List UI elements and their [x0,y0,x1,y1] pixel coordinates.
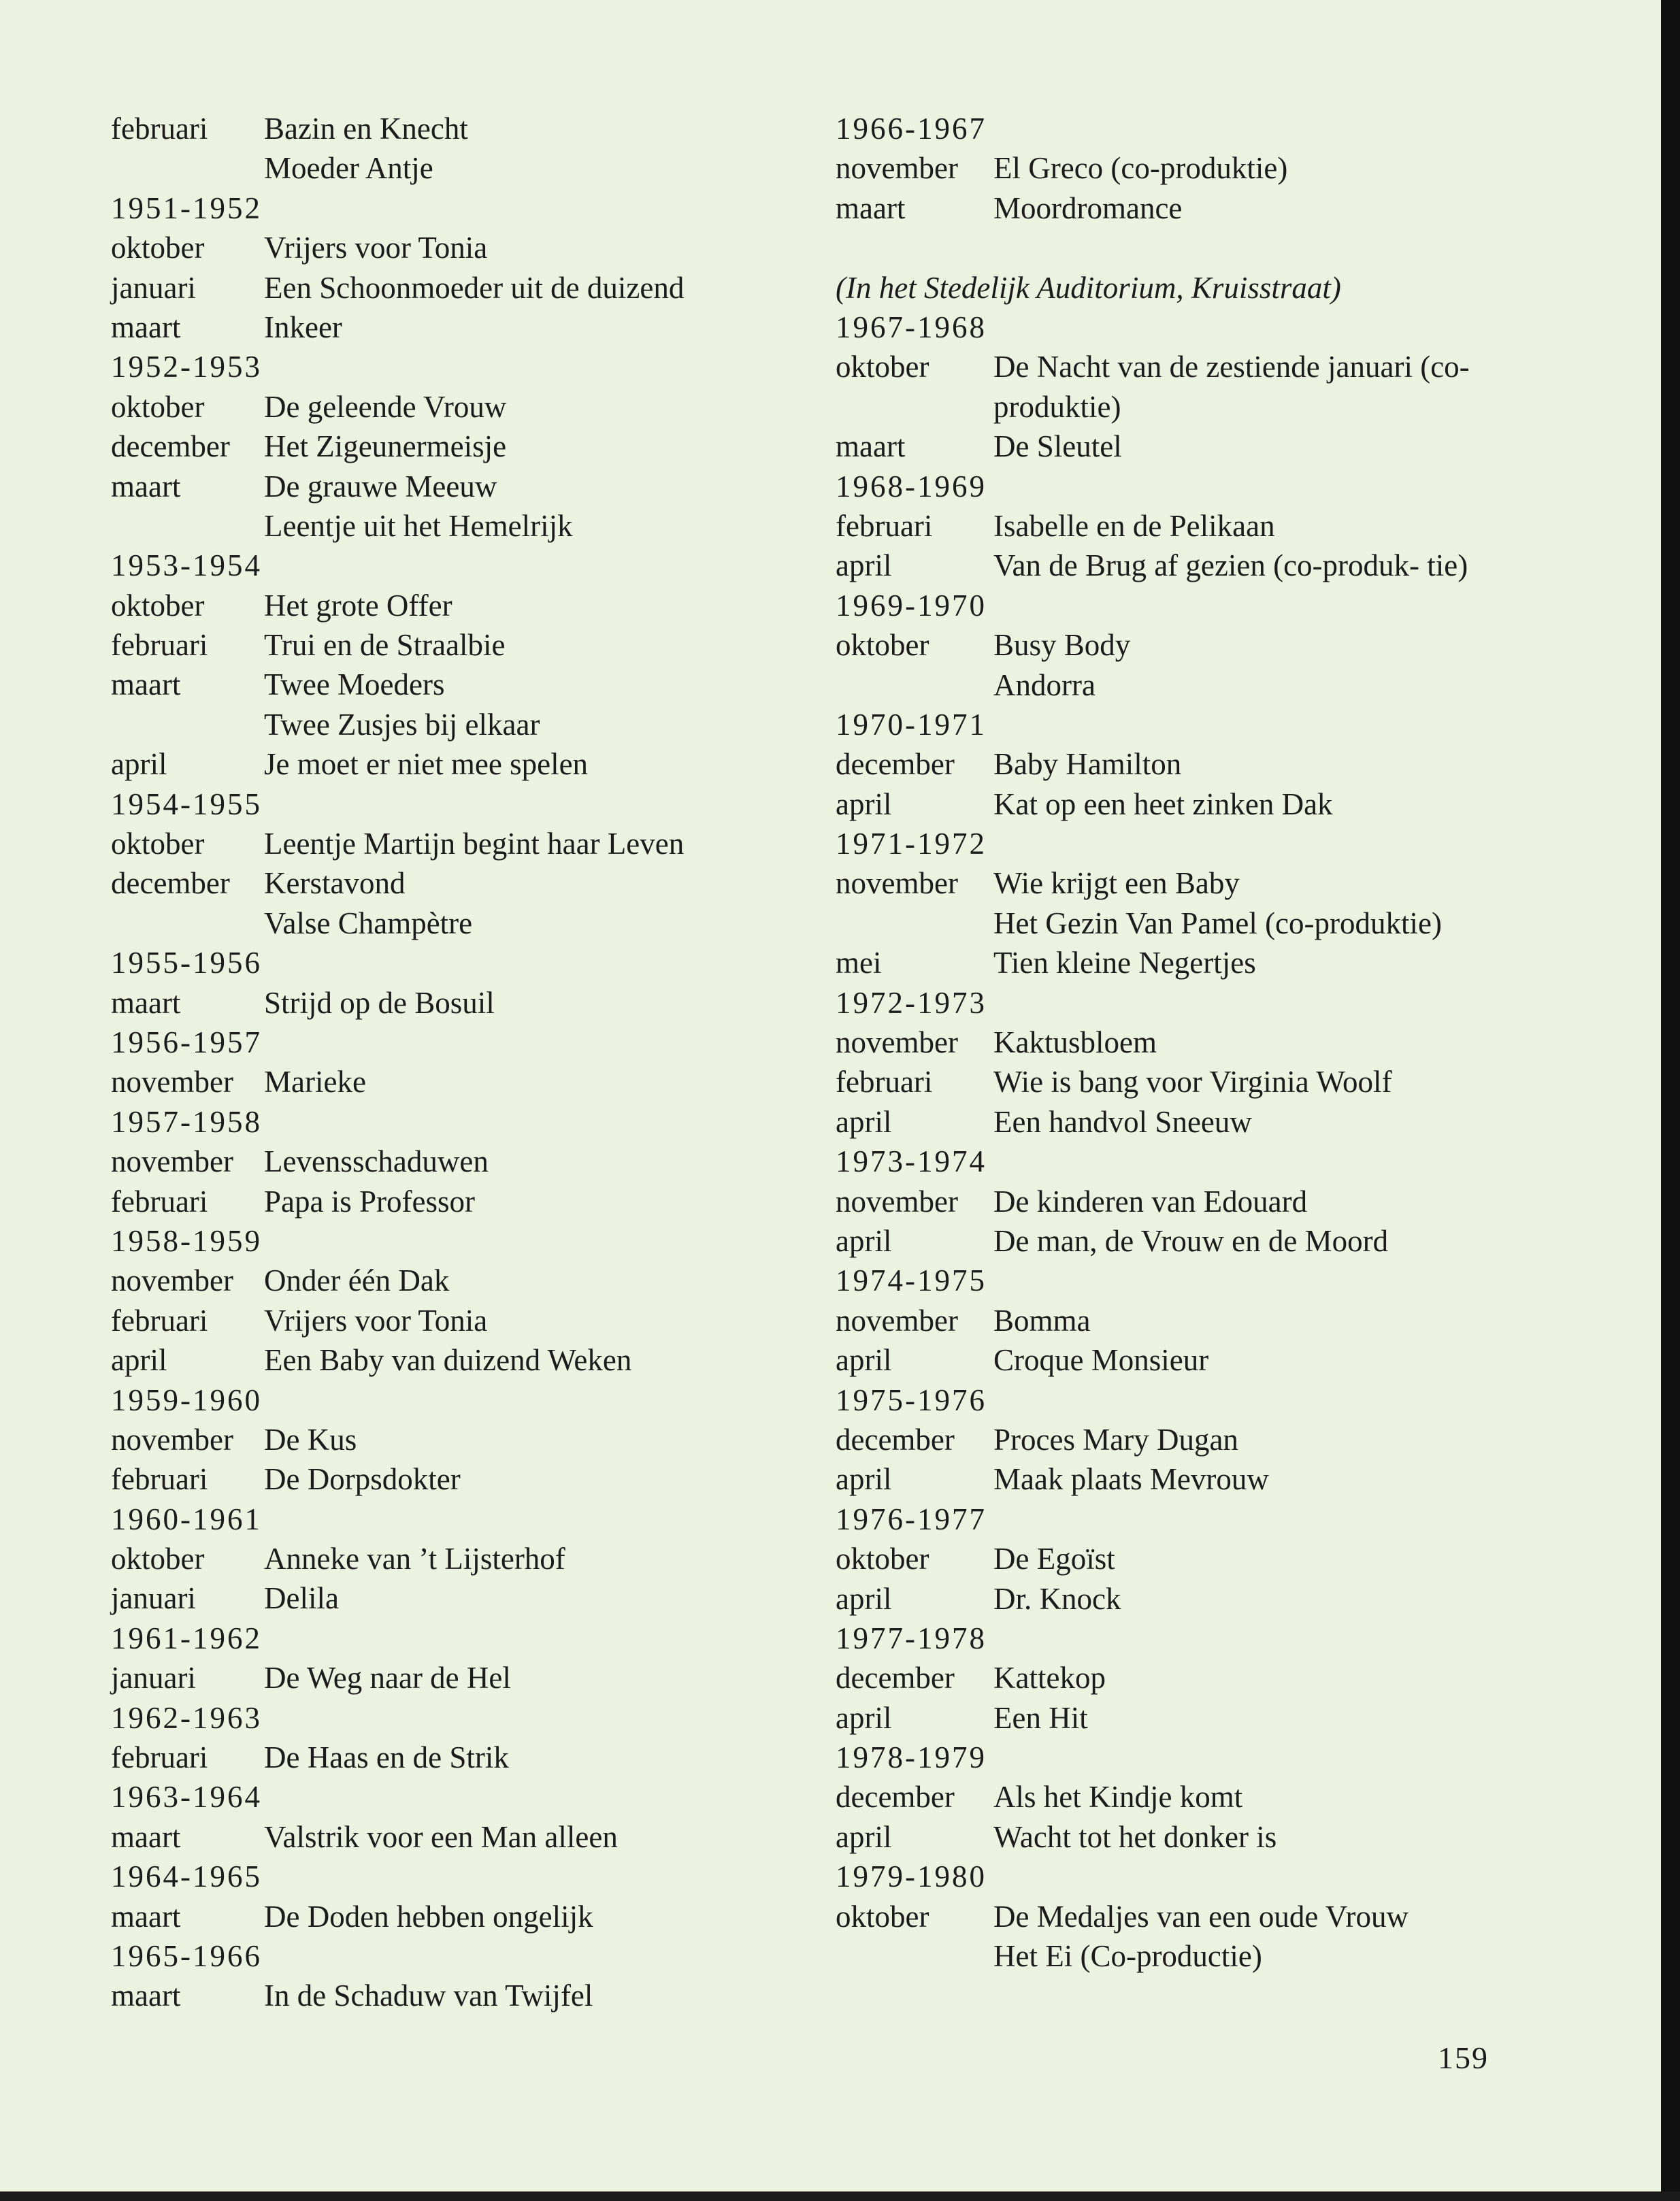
entry-title: Het Ei (Co-productie) [993,1939,1262,1974]
production-entry [111,625,805,665]
entry-month: april [836,1104,892,1139]
entry-title: De Kus [264,1422,357,1457]
production-entry [836,943,1523,982]
production-entry [836,188,1523,228]
entry-month: februari [836,508,933,543]
production-entry [111,1658,805,1698]
entry-month: april [836,1700,892,1735]
production-entry [836,1579,1523,1619]
season-heading: 1970-1971 [836,707,987,742]
entry-title: Proces Mary Dugan [993,1422,1238,1457]
production-entry [836,1102,1523,1142]
entry-title: Bazin en Knecht [264,112,468,146]
entry-month: oktober [111,1542,205,1576]
production-entry [111,1062,805,1102]
entry-month: februari [111,1462,208,1497]
entry-title: De Doden hebben ongelijk [264,1899,593,1934]
production-entry [111,863,805,903]
entry-title: Van de Brug af gezien (co-produk- tie) [993,548,1468,583]
production-entry [111,1142,805,1181]
entry-title: Kattekop [993,1661,1106,1695]
entry-month: oktober [111,389,205,424]
entry-title: De kinderen van Edouard [993,1184,1308,1219]
entry-month: december [111,429,230,464]
entry-title: Croque Monsieur [993,1343,1209,1378]
production-entry [111,1539,805,1578]
entry-month: oktober [111,231,205,265]
entry-month: november [836,1184,958,1219]
entry-month: maart [111,667,181,702]
entry-title: In de Schaduw van Twijfel [264,1979,593,2013]
production-entry [111,1340,805,1380]
entry-title: De Sleutel [993,429,1122,464]
entry-month: maart [111,1899,181,1934]
season-heading: 1977-1978 [836,1621,987,1655]
entry-title: Marieke [264,1065,366,1099]
entry-title: Papa is Professor [264,1184,475,1219]
production-entry [836,427,1523,466]
entry-month: december [836,747,955,782]
entry-title: De Medaljes van een oude Vrouw [993,1899,1409,1934]
season-heading: 1960-1961 [111,1502,262,1536]
production-entry [836,506,1523,546]
entry-title: Isabelle en de Pelikaan [993,508,1275,543]
right-column [836,109,1523,1976]
production-entry [111,744,805,784]
entry-month: oktober [111,588,205,623]
entry-title: De geleende Vrouw [264,389,507,424]
entry-month: december [836,1780,955,1815]
entry-title: Een handvol Sneeuw [993,1104,1252,1139]
entry-month: april [836,787,892,821]
entry-title: De man, de Vrouw en de Moord [993,1223,1389,1258]
season-heading: 1951-1952 [111,191,262,225]
production-entry [836,347,1523,427]
entry-title: De Nacht van de zestiende januari (co-produktie) [993,350,1470,424]
production-entry [111,665,805,704]
entry-title: Een Hit [993,1700,1088,1735]
entry-title: Trui en de Straalbie [264,628,506,663]
entry-month: oktober [836,1899,929,1934]
production-entry [111,1578,805,1618]
entry-month: april [111,747,167,782]
production-entry [111,1976,805,2015]
entry-month: november [111,1422,233,1457]
entry-title: Onder één Dak [264,1263,450,1298]
production-entry [836,1023,1523,1062]
production-entry [836,1182,1523,1221]
entry-month: maart [836,191,906,225]
entry-month: februari [111,1303,208,1338]
entry-month: april [836,1223,892,1258]
production-entry [111,983,805,1023]
season-heading: 1957-1958 [111,1104,262,1139]
season-heading: 1969-1970 [836,588,987,623]
production-entry [111,1420,805,1459]
entry-month: maart [111,1819,181,1854]
entry-title: Valse Champètre [264,906,473,940]
entry-title: Vrijers voor Tonia [264,231,488,265]
entry-month: februari [111,628,208,663]
entry-title: Andorra [993,667,1096,702]
entry-title: Twee Zusjes bij elkaar [264,707,540,742]
production-entry [836,1221,1523,1261]
entry-title: Wacht tot het donker is [993,1819,1277,1854]
entry-month: april [836,1819,892,1854]
entry-month: oktober [836,628,929,663]
season-heading: 1978-1979 [836,1740,987,1775]
production-entry [111,148,805,188]
entry-month: november [111,1263,233,1298]
entry-title: Busy Body [993,628,1131,663]
entry-title: Delila [264,1581,339,1616]
page-number: 159 [1438,2040,1489,2075]
entry-title: De Egoïst [993,1542,1115,1576]
entry-title: Kaktusbloem [993,1025,1157,1060]
production-entry [836,1936,1523,1976]
entry-title: Het grote Offer [264,588,452,623]
entry-title: Anneke van ’t Lijsterhof [264,1542,565,1576]
entry-title: Het Gezin Van Pamel (co-produktie) [993,906,1442,940]
production-entry [111,1301,805,1340]
season-heading: 1955-1956 [111,946,262,980]
entry-title: Strijd op de Bosuil [264,985,495,1020]
entry-title: Dr. Knock [993,1581,1121,1616]
production-entry [836,863,1523,903]
entry-month: februari [111,1184,208,1219]
production-entry [111,1261,805,1300]
production-entry [836,1539,1523,1578]
production-entry [111,824,805,863]
season-heading: 1964-1965 [111,1859,262,1894]
entry-title: Leentje uit het Hemelrijk [264,508,573,543]
production-entry [836,1340,1523,1380]
production-entry [111,268,805,308]
production-entry [111,586,805,625]
entry-title: Een Schoonmoeder uit de duizend [264,270,685,305]
scan-edge-right [1661,0,1680,2201]
entry-title: De Haas en de Strik [264,1740,509,1775]
production-entry [836,1777,1523,1817]
entry-month: april [836,548,892,583]
scan-edge-bottom [0,2191,1680,2201]
season-heading: 1973-1974 [836,1144,987,1179]
production-entry [836,1420,1523,1459]
season-heading: 1975-1976 [836,1383,987,1417]
entry-title: Tien kleine Negertjes [993,946,1256,980]
entry-title: Inkeer [264,310,342,344]
season-heading: 1968-1969 [836,469,987,503]
production-entry [836,904,1523,943]
production-entry [111,506,805,546]
entry-title: Kerstavond [264,866,406,901]
season-heading: 1953-1954 [111,548,262,583]
entry-title: De grauwe Meeuw [264,469,497,503]
entry-title: Een Baby van duizend Weken [264,1343,632,1378]
entry-month: oktober [111,827,205,861]
entry-title: De Dorpsdokter [264,1462,461,1497]
entry-month: december [111,866,230,901]
production-entry [836,665,1523,705]
entry-month: december [836,1422,955,1457]
production-entry [836,784,1523,824]
entry-title: Kat op een heet zinken Dak [993,787,1333,821]
entry-title: Wie krijgt een Baby [993,866,1240,901]
season-heading: 1959-1960 [111,1383,262,1417]
production-entry [836,1301,1523,1340]
production-entry [836,1658,1523,1698]
season-heading: 1979-1980 [836,1859,987,1894]
production-entry [111,1817,805,1857]
season-heading: 1956-1957 [111,1025,262,1059]
entry-month: april [836,1343,892,1378]
entry-month: april [836,1581,892,1616]
entry-title: De Weg naar de Hel [264,1661,511,1695]
production-entry [111,1738,805,1777]
season-heading: 1971-1972 [836,827,987,861]
entry-title: Maak plaats Mevrouw [993,1462,1269,1497]
entry-month: januari [111,1581,196,1616]
entry-title: Je moet er niet mee spelen [264,747,589,782]
production-entry [836,744,1523,784]
entry-month: december [836,1661,955,1695]
blank-line [836,228,1523,267]
season-heading: 1965-1966 [111,1938,262,1973]
entry-month: november [836,1303,958,1338]
season-heading: 1974-1975 [836,1263,987,1298]
production-entry [836,1817,1523,1857]
season-heading: 1952-1953 [111,350,262,384]
production-entry [111,1182,805,1221]
entry-month: november [836,151,958,186]
entry-title: Wie is bang voor Virginia Woolf [993,1065,1392,1099]
entry-title: Valstrik voor een Man alleen [264,1819,618,1854]
entry-month: januari [111,270,196,305]
entry-month: mei [836,946,882,980]
season-heading: 1958-1959 [111,1223,262,1258]
season-heading: 1962-1963 [111,1700,262,1735]
entry-title: Bomma [993,1303,1091,1338]
entry-month: november [836,866,958,901]
entry-month: maart [111,985,181,1020]
production-entry [111,109,805,148]
entry-title: Leentje Martijn begint haar Leven [264,827,685,861]
entry-month: november [111,1144,233,1179]
entry-month: maart [111,469,181,503]
season-heading: 1967-1968 [836,310,987,344]
entry-title: Moordromance [993,191,1183,225]
left-column [111,109,805,2016]
production-entry [836,1459,1523,1499]
production-entry [836,546,1523,585]
entry-month: november [111,1065,233,1099]
entry-month: maart [111,1979,181,2013]
entry-month: februari [111,1740,208,1775]
production-entry [111,904,805,943]
production-entry [111,228,805,267]
season-heading: 1954-1955 [111,787,262,821]
venue-note: (In het Stedelijk Auditorium, Kruisstraat) [836,270,1341,305]
production-entry [111,427,805,466]
entry-month: maart [111,310,181,344]
entry-month: april [836,1462,892,1497]
entry-month: februari [836,1065,933,1099]
production-entry [836,1698,1523,1738]
entry-title: Twee Moeders [264,667,445,702]
entry-month: oktober [836,1542,929,1576]
entry-month: februari [111,112,208,146]
entry-title: Baby Hamilton [993,747,1182,782]
production-entry [836,625,1523,665]
entry-month: november [836,1025,958,1060]
production-entry [111,467,805,506]
season-heading: 1976-1977 [836,1502,987,1536]
entry-month: maart [836,429,906,464]
entry-title: Moeder Antje [264,151,433,186]
entry-title: El Greco (co-produktie) [993,151,1288,186]
production-entry [111,1459,805,1499]
entry-title: Levensschaduwen [264,1144,489,1179]
entry-title: Vrijers voor Tonia [264,1303,488,1338]
production-entry [111,308,805,347]
entry-title: Als het Kindje komt [993,1780,1243,1815]
entry-month: oktober [836,350,929,384]
entry-title: Het Zigeunermeisje [264,429,507,464]
season-heading: 1961-1962 [111,1621,262,1655]
season-heading: 1963-1964 [111,1780,262,1815]
entry-month: januari [111,1661,196,1695]
production-entry [111,1897,805,1936]
season-heading: 1966-1967 [836,112,987,146]
production-entry [111,705,805,744]
production-entry [111,387,805,427]
production-entry [836,148,1523,188]
season-heading: 1972-1973 [836,985,987,1020]
production-entry [836,1062,1523,1102]
entry-month: april [111,1343,167,1378]
production-entry [836,1897,1523,1936]
